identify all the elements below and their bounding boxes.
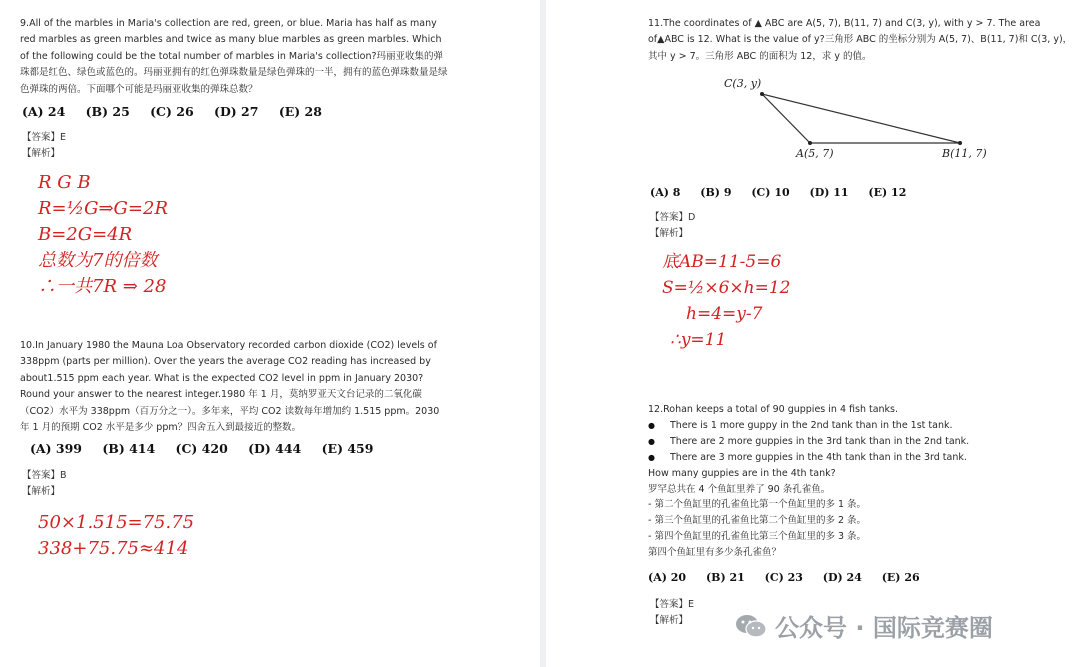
q12-bullet: ● There are 2 more guppies in the 3rd tank than in the 2nd tank.: [648, 434, 1078, 450]
q9-option-b: (B) 25: [85, 104, 130, 119]
q11-hand-line: S=½×6×h=12: [662, 278, 791, 298]
q9-stem-cn: 玛丽亚收集的弹珠都是红色、绿色或蓝色的。玛丽亚拥有的红色弹珠数量是绿色弹珠的一半，拥有的蓝色弹珠数量是绿色弹珠的两倍。下面哪个可能是玛丽亚收集的弹珠总数？: [20, 50, 448, 95]
q11-option-c: (C) 10: [751, 186, 790, 199]
label-a: A(5, 7): [796, 147, 834, 160]
watermark: [735, 608, 993, 643]
q11-handwriting: [662, 249, 791, 353]
q10-option-a: (A) 399: [30, 441, 82, 456]
q10-option-b: (B) 414: [102, 441, 156, 456]
q11-hand-line: ∴y=11: [670, 330, 727, 350]
q10-handwriting: [38, 510, 194, 562]
wechat-icon: [735, 613, 767, 639]
q9-hand-line: R G B: [38, 172, 91, 193]
q11-stem: 11.The coordinates of ▲ ABC are A(5, 7), B(11, 7) and C(3, y), with y > 7. The area of▲ABC is 12. What is the value of y?: [648, 18, 1041, 46]
q10-stem-block: [20, 338, 450, 436]
vertex-b: [958, 141, 962, 145]
q12-option-d: (D) 24: [822, 571, 862, 584]
q12-cn-line: - 第二个鱼缸里的孔雀鱼比第一个鱼缸里的多 1 条。: [648, 499, 867, 511]
q12-option-c: (C) 23: [764, 571, 803, 584]
q12-bullet: ● There are 3 more guppies in the 4th tank than in the 3rd tank.: [648, 450, 1078, 466]
q11-option-a: (A) 8: [650, 186, 681, 199]
q12-option-e: (E) 26: [881, 571, 920, 584]
triangle-figure: [710, 72, 1000, 164]
q11-option-d: (D) 11: [809, 186, 849, 199]
right-page: [546, 0, 1080, 667]
q12-option-a: (A) 20: [648, 571, 687, 584]
q9-option-c: (C) 26: [150, 104, 194, 119]
q10-stem-cn: 1980 年 1 月，莫纳罗亚天文台记录的二氧化碳（CO2）水平为 338ppm（百万分之一）。多年来，平均 CO2 读数每年增加约 1.515 ppm。2030 年 1 月的预期 CO2 水平是多少 ppm？四舍五入到最接近的整数。: [20, 389, 440, 434]
label-c: C(3, y): [724, 77, 762, 90]
q12-block: [648, 402, 1078, 561]
q11-hand-line: 底AB=11-5=6: [662, 252, 782, 272]
q12-option-b: (B) 21: [705, 571, 745, 584]
q9-option-a: (A) 24: [22, 104, 66, 119]
q11-answer-block: [650, 210, 695, 242]
q9-hand-line: 总数为7的倍数: [38, 250, 158, 271]
q9-answer: 【答案】E: [22, 132, 67, 143]
q9-option-d: (D) 27: [214, 104, 259, 119]
q11-hand-line: h=4=y-7: [686, 304, 763, 324]
q10-stem: 10.In January 1980 the Mauna Loa Observatory recorded carbon dioxide (CO2) levels of 338ppm (parts per million). Over the years the average CO2 reading has increased by about1.515 ppm each year. What is the expected CO2 level in ppm in January 2030? Round your answer to the nearest integer.: [20, 340, 437, 401]
q9-options: [22, 104, 338, 119]
q9-handwriting: [38, 170, 168, 300]
q10-answer: 【答案】B: [22, 470, 67, 481]
q10-analysis-label: 【解析】: [22, 486, 61, 497]
q12-cn-line: - 第四个鱼缸里的孔雀鱼比第三个鱼缸里的多 3 条。: [648, 531, 867, 543]
q9-stem: 9.All of the marbles in Maria's collection are red, green, or blue. Maria has half as many red marbles as green marbles and twice as many blue marbles as green marbles. Which of the following could be the total number of marbles in Maria's collection?: [20, 18, 442, 62]
q9-option-e: (E) 28: [278, 104, 322, 119]
vertex-c: [760, 92, 764, 96]
label-b: B(11, 7): [942, 147, 987, 160]
q9-hand-line: B=2G=4R: [38, 224, 133, 245]
q10-option-e: (E) 459: [321, 441, 374, 456]
q12-stem: 12.Rohan keeps a total of 90 guppies in 4 fish tanks.: [648, 404, 899, 415]
q10-answer-block: [22, 468, 67, 500]
q12-cn-line: - 第三个鱼缸里的孔雀鱼比第二个鱼缸里的多 2 条。: [648, 515, 867, 527]
q12-answer: 【答案】E: [650, 599, 695, 610]
q11-option-b: (B) 9: [700, 186, 732, 199]
q11-stem-cn: 三角形 ABC 的坐标分别为 A(5, 7)、B(11, 7)和 C(3, y)，其中 y > 7。三角形 ABC 的面积为 12，求 y 的值。: [648, 34, 1073, 62]
q12-analysis-label: 【解析】: [650, 615, 689, 626]
q11-analysis-label: 【解析】: [650, 228, 689, 239]
q10-options: [30, 441, 389, 456]
q10-hand-line: 50×1.515=75.75: [38, 512, 195, 533]
q9-stem-block: [20, 16, 450, 98]
q11-option-e: (E) 12: [868, 186, 907, 199]
q12-question: How many guppies are in the 4th tank?: [648, 467, 836, 479]
triangle-abc: [762, 94, 960, 143]
q11-answer: 【答案】D: [650, 212, 696, 223]
q12-options: [648, 571, 936, 584]
q9-hand-line: R=½G⇒G=2R: [38, 198, 169, 219]
q9-analysis-label: 【解析】: [22, 148, 61, 159]
q12-cn-line: 第四个鱼缸里有多少条孔雀鱼？: [648, 547, 782, 559]
q12-cn-line: 罗罕总共在 4 个鱼缸里养了 90 条孔雀鱼。: [648, 483, 831, 495]
q9-hand-line: ∴一共7R ⇒ 28: [38, 276, 167, 297]
q10-option-c: (C) 420: [175, 441, 228, 456]
q10-hand-line: 338+75.75≈414: [38, 538, 189, 559]
q11-stem-block: [648, 16, 1078, 65]
watermark-text: 公众号 · 国际竞赛圈: [775, 614, 993, 642]
q11-options: [650, 186, 922, 199]
q12-bullet: ● There is 1 more guppy in the 2nd tank than in the 1st tank.: [648, 418, 1078, 434]
q12-answer-block: [650, 597, 694, 629]
q9-answer-block: [22, 130, 66, 162]
q10-option-d: (D) 444: [248, 441, 302, 456]
vertex-a: [808, 141, 812, 145]
